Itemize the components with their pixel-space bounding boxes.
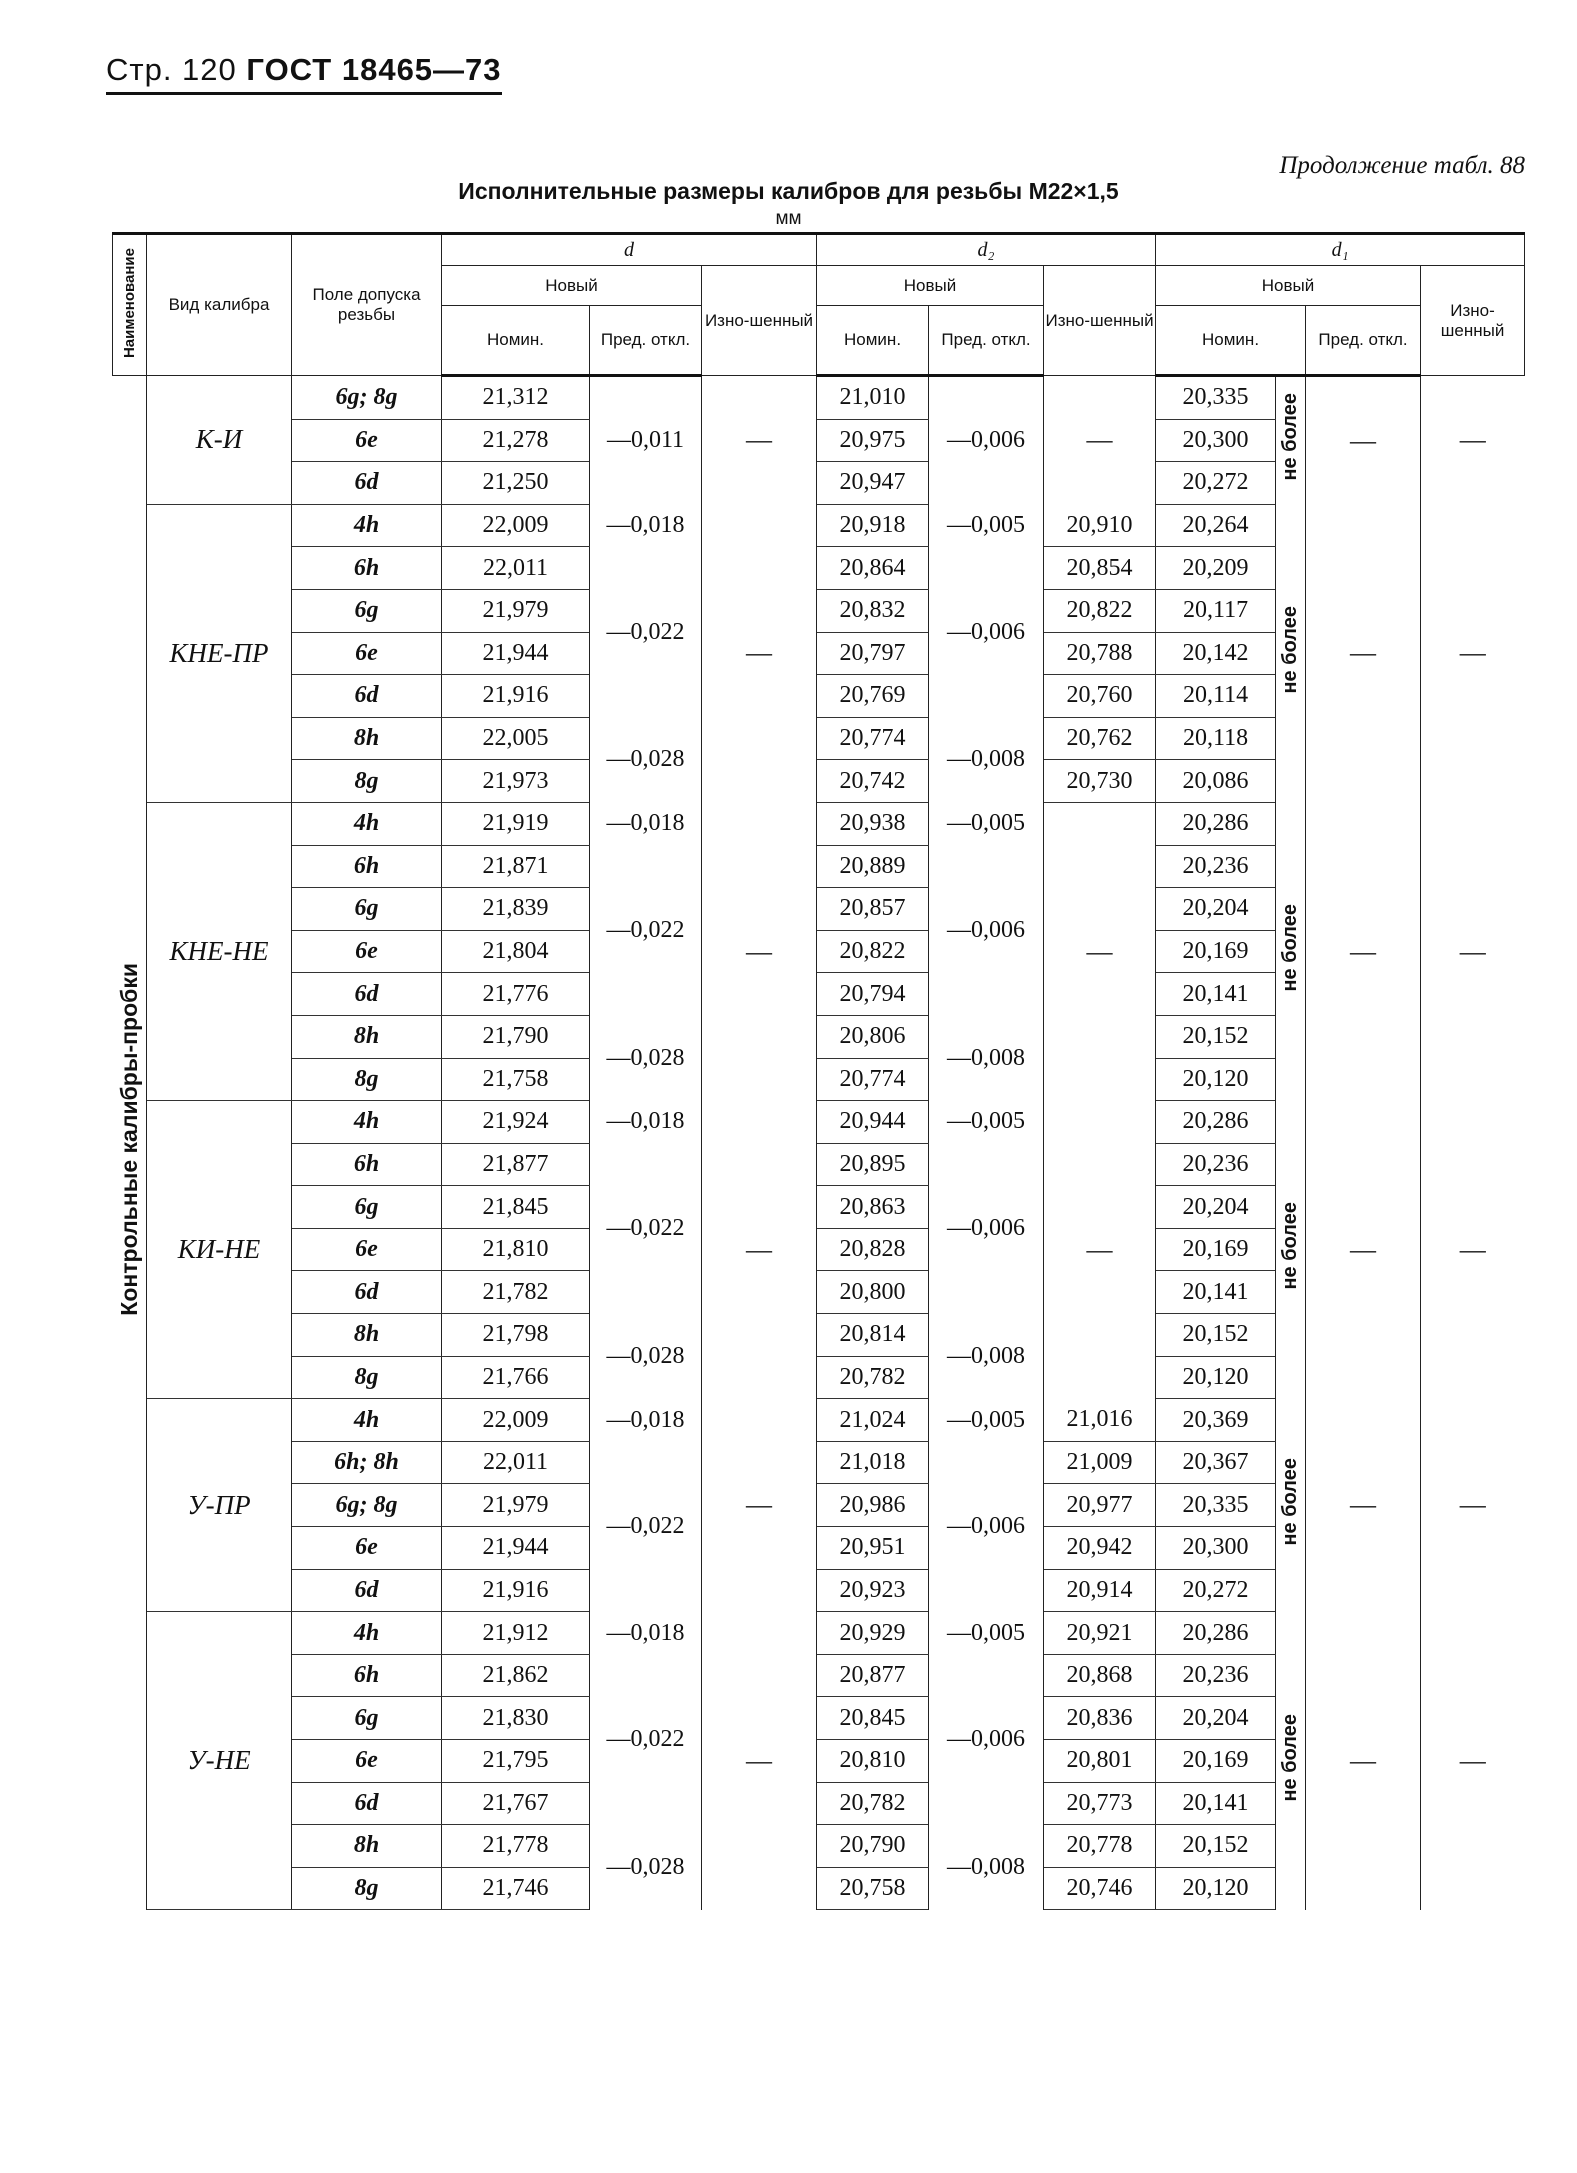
gauge-type: КНЕ-ПР [147, 504, 292, 802]
tolerance-field: 6e [292, 1740, 442, 1783]
tolerance-field: 6g [292, 888, 442, 931]
d1-nominal: 20,141 [1156, 1271, 1276, 1314]
d-nominal: 21,767 [442, 1782, 590, 1825]
d2-worn: 20,977 [1044, 1484, 1156, 1527]
d-nominal: 21,778 [442, 1825, 590, 1868]
d-nominal: 21,278 [442, 419, 590, 462]
d2-nominal: 20,828 [817, 1228, 929, 1271]
d1-nominal: 20,335 [1156, 376, 1276, 420]
d2-worn: 21,009 [1044, 1441, 1156, 1484]
d1-nominal: 20,286 [1156, 1101, 1276, 1144]
d2-deviation: —0,005 [929, 1612, 1044, 1655]
d2-nominal: 20,797 [817, 632, 929, 675]
d-deviation: —0,022 [590, 1654, 702, 1824]
d-deviation: —0,018 [590, 1399, 702, 1442]
d2-worn: 20,836 [1044, 1697, 1156, 1740]
d1-nominal: 20,120 [1156, 1058, 1276, 1101]
d-nominal: 22,009 [442, 1399, 590, 1442]
d-nominal: 22,011 [442, 1441, 590, 1484]
d-nominal: 21,979 [442, 589, 590, 632]
d-nominal: 21,790 [442, 1015, 590, 1058]
d-deviation: —0,018 [590, 1612, 702, 1655]
header-d2-worn: Изно-шенный [1044, 266, 1156, 376]
d2-worn: 20,730 [1044, 760, 1156, 803]
d1-nominal: 20,152 [1156, 1825, 1276, 1868]
gauge-type: У-ПР [147, 1399, 292, 1612]
d-deviation: —0,018 [590, 802, 702, 845]
d1-deviation: — [1306, 1612, 1421, 1910]
d-deviation: —0,028 [590, 1015, 702, 1100]
d1-nominal: 20,118 [1156, 717, 1276, 760]
header-tolerance-field: Поле допуска резьбы [292, 234, 442, 376]
d-nominal: 22,011 [442, 547, 590, 590]
d1-nominal: 20,169 [1156, 930, 1276, 973]
d-nominal: 21,810 [442, 1228, 590, 1271]
d2-worn: 20,942 [1044, 1527, 1156, 1570]
tolerance-field: 8h [292, 1015, 442, 1058]
d1-nominal: 20,286 [1156, 1612, 1276, 1655]
ne-bolee-label: не более [1279, 1202, 1302, 1290]
table-row [113, 376, 1525, 420]
d2-deviation: —0,008 [929, 1015, 1044, 1100]
d1-deviation: — [1306, 802, 1421, 1100]
header-d-nominal: Номин. [442, 306, 590, 376]
d1-nominal: 20,152 [1156, 1314, 1276, 1357]
tolerance-field: 6d [292, 462, 442, 505]
ne-bolee-cell [1276, 1612, 1306, 1910]
ne-bolee-label: не более [1279, 393, 1302, 481]
d1-nominal: 20,369 [1156, 1399, 1276, 1442]
d2-nominal: 20,790 [817, 1825, 929, 1868]
d1-nominal: 20,300 [1156, 419, 1276, 462]
tolerance-field: 6g; 8g [292, 1484, 442, 1527]
header-gauge-type: Вид калибра [147, 234, 292, 376]
d2-deviation: —0,006 [929, 376, 1044, 505]
header-d1-new: Новый [1156, 266, 1421, 306]
header-d2: d₂ [817, 234, 1156, 266]
tolerance-field: 6e [292, 930, 442, 973]
tolerance-field: 6g; 8g [292, 376, 442, 420]
d2-worn: — [1044, 376, 1156, 505]
d2-nominal: 20,889 [817, 845, 929, 888]
d-nominal: 21,973 [442, 760, 590, 803]
d1-worn: — [1421, 1612, 1525, 1910]
d2-nominal: 20,782 [817, 1356, 929, 1399]
header-d-new: Новый [442, 266, 702, 306]
tolerance-field: 6e [292, 1228, 442, 1271]
d1-nominal: 20,141 [1156, 1782, 1276, 1825]
ne-bolee-cell [1276, 1399, 1306, 1612]
d2-worn: 20,910 [1044, 504, 1156, 547]
tolerance-field: 6d [292, 973, 442, 1016]
d2-worn: 21,016 [1044, 1399, 1156, 1442]
d-nominal: 22,005 [442, 717, 590, 760]
d1-deviation: — [1306, 1101, 1421, 1399]
d-nominal: 21,250 [442, 462, 590, 505]
d1-nominal: 20,152 [1156, 1015, 1276, 1058]
d-nominal: 21,877 [442, 1143, 590, 1186]
d2-nominal: 20,944 [817, 1101, 929, 1144]
tolerance-field: 6e [292, 419, 442, 462]
tolerance-field: 6d [292, 675, 442, 718]
tolerance-field: 6e [292, 1527, 442, 1570]
tolerance-field: 8g [292, 760, 442, 803]
d2-nominal: 20,845 [817, 1697, 929, 1740]
d2-deviation: —0,006 [929, 845, 1044, 1015]
gauge-type: К-И [147, 376, 292, 505]
d1-deviation: — [1306, 376, 1421, 505]
tolerance-field: 8g [292, 1058, 442, 1101]
page-header [106, 52, 502, 95]
d1-nominal: 20,204 [1156, 1186, 1276, 1229]
d2-deviation: —0,006 [929, 1441, 1044, 1611]
d-nominal: 21,871 [442, 845, 590, 888]
d1-worn: — [1421, 504, 1525, 802]
table-row [113, 802, 1525, 845]
d-worn: — [702, 1612, 817, 1910]
d2-worn: 20,762 [1044, 717, 1156, 760]
d1-nominal: 20,204 [1156, 888, 1276, 931]
tolerance-field: 4h [292, 802, 442, 845]
standard-code: ГОСТ 18465—73 [246, 52, 502, 87]
d-nominal: 21,916 [442, 675, 590, 718]
tolerance-field: 6d [292, 1271, 442, 1314]
tolerance-field: 6g [292, 1697, 442, 1740]
d2-worn: 20,868 [1044, 1654, 1156, 1697]
tolerance-field: 8h [292, 717, 442, 760]
tolerance-field: 8h [292, 1314, 442, 1357]
d1-nominal: 20,204 [1156, 1697, 1276, 1740]
d2-worn: — [1044, 802, 1156, 1100]
d1-nominal: 20,120 [1156, 1867, 1276, 1910]
d-nominal: 21,919 [442, 802, 590, 845]
d2-deviation: —0,006 [929, 1143, 1044, 1313]
ne-bolee-label: не более [1279, 1457, 1302, 1546]
tolerance-field: 6h [292, 1143, 442, 1186]
d-deviation: —0,022 [590, 1143, 702, 1313]
side-label-cell [113, 376, 147, 1910]
d-deviation: —0,022 [590, 845, 702, 1015]
d2-deviation: —0,005 [929, 802, 1044, 845]
tolerance-field: 4h [292, 504, 442, 547]
d2-deviation: —0,008 [929, 717, 1044, 802]
d-worn: — [702, 802, 817, 1100]
d-worn: — [702, 1101, 817, 1399]
header-d: d [442, 234, 817, 266]
d2-worn: 20,921 [1044, 1612, 1156, 1655]
d1-nominal: 20,264 [1156, 504, 1276, 547]
tolerance-field: 8g [292, 1867, 442, 1910]
d2-nominal: 20,975 [817, 419, 929, 462]
d2-nominal: 20,895 [817, 1143, 929, 1186]
d2-deviation: —0,006 [929, 547, 1044, 717]
gauge-type: КНЕ-НЕ [147, 802, 292, 1100]
d2-nominal: 20,782 [817, 1782, 929, 1825]
d-nominal: 21,766 [442, 1356, 590, 1399]
tolerance-field: 6g [292, 589, 442, 632]
d1-deviation: — [1306, 1399, 1421, 1612]
d2-worn: 20,773 [1044, 1782, 1156, 1825]
d-nominal: 21,798 [442, 1314, 590, 1357]
ne-bolee-cell [1276, 504, 1306, 802]
d1-nominal: 20,236 [1156, 1143, 1276, 1186]
d-deviation: —0,018 [590, 504, 702, 547]
header-d2-nominal: Номин. [817, 306, 929, 376]
table-body [113, 376, 1525, 1910]
d-nominal: 21,795 [442, 1740, 590, 1783]
tolerance-field: 4h [292, 1399, 442, 1442]
tolerance-field: 6h [292, 1654, 442, 1697]
d1-nominal: 20,286 [1156, 802, 1276, 845]
tolerance-field: 6d [292, 1569, 442, 1612]
d2-worn: 20,778 [1044, 1825, 1156, 1868]
d2-nominal: 21,024 [817, 1399, 929, 1442]
d1-nominal: 20,335 [1156, 1484, 1276, 1527]
d-nominal: 22,009 [442, 504, 590, 547]
d2-deviation: —0,005 [929, 504, 1044, 547]
d2-worn: 20,822 [1044, 589, 1156, 632]
d-nominal: 21,312 [442, 376, 590, 420]
table-title: Исполнительные размеры калибров для резьбы М22×1,5 [458, 178, 1119, 204]
table-unit: мм [775, 208, 802, 229]
d2-nominal: 20,769 [817, 675, 929, 718]
d1-nominal: 20,169 [1156, 1228, 1276, 1271]
gauge-type: КИ-НЕ [147, 1101, 292, 1399]
d-nominal: 21,746 [442, 1867, 590, 1910]
d-nominal: 21,912 [442, 1612, 590, 1655]
d2-nominal: 20,857 [817, 888, 929, 931]
d1-nominal: 20,300 [1156, 1527, 1276, 1570]
gauge-type: У-НЕ [147, 1612, 292, 1910]
table-row [113, 1612, 1525, 1655]
d-worn: — [702, 1399, 817, 1612]
header-d-worn: Изно-шенный [702, 266, 817, 376]
d-nominal: 21,944 [442, 1527, 590, 1570]
gauge-dimensions-table [112, 232, 1525, 1910]
tolerance-field: 6e [292, 632, 442, 675]
d-deviation: —0,022 [590, 1441, 702, 1611]
d-nominal: 21,839 [442, 888, 590, 931]
d2-nominal: 20,938 [817, 802, 929, 845]
d1-nominal: 20,086 [1156, 760, 1276, 803]
d-nominal: 21,758 [442, 1058, 590, 1101]
d2-worn: 20,788 [1044, 632, 1156, 675]
d2-nominal: 20,832 [817, 589, 929, 632]
d2-nominal: 20,986 [817, 1484, 929, 1527]
header-d2-deviation: Пред. откл. [929, 306, 1044, 376]
d2-nominal: 20,810 [817, 1740, 929, 1783]
d2-worn: 20,914 [1044, 1569, 1156, 1612]
tolerance-field: 6g [292, 1186, 442, 1229]
d1-nominal: 20,142 [1156, 632, 1276, 675]
d1-worn: — [1421, 1101, 1525, 1399]
d2-nominal: 20,742 [817, 760, 929, 803]
side-label: Контрольные калибры-пробки [115, 963, 142, 1316]
d-nominal: 21,924 [442, 1101, 590, 1144]
ne-bolee-label: не более [1279, 904, 1302, 992]
d-worn: — [702, 504, 817, 802]
d1-nominal: 20,117 [1156, 589, 1276, 632]
header-name: Наименование [113, 234, 147, 376]
d2-worn: 20,746 [1044, 1867, 1156, 1910]
d2-worn: 20,801 [1044, 1740, 1156, 1783]
d1-worn: — [1421, 1399, 1525, 1612]
d2-deviation: —0,005 [929, 1101, 1044, 1144]
ne-bolee-label: не более [1279, 606, 1302, 694]
d1-nominal: 20,367 [1156, 1441, 1276, 1484]
d1-nominal: 20,141 [1156, 973, 1276, 1016]
ne-bolee-label: не более [1279, 1713, 1302, 1802]
d-deviation: —0,028 [590, 1825, 702, 1910]
d-worn: — [702, 376, 817, 505]
d1-worn: — [1421, 376, 1525, 505]
d1-nominal: 20,236 [1156, 845, 1276, 888]
d2-nominal: 20,774 [817, 1058, 929, 1101]
d1-nominal: 20,169 [1156, 1740, 1276, 1783]
d2-deviation: —0,008 [929, 1825, 1044, 1910]
d2-nominal: 20,923 [817, 1569, 929, 1612]
tolerance-field: 8h [292, 1825, 442, 1868]
d-nominal: 21,944 [442, 632, 590, 675]
d1-nominal: 20,272 [1156, 1569, 1276, 1612]
header-d1-nominal: Номин. [1156, 306, 1306, 376]
tolerance-field: 8g [292, 1356, 442, 1399]
d2-nominal: 20,774 [817, 717, 929, 760]
table-row [113, 1399, 1525, 1442]
d1-worn: — [1421, 802, 1525, 1100]
ne-bolee-cell [1276, 802, 1306, 1100]
header-d1-deviation: Пред. откл. [1306, 306, 1421, 376]
d1-nominal: 20,236 [1156, 1654, 1276, 1697]
d2-nominal: 20,863 [817, 1186, 929, 1229]
d-nominal: 21,804 [442, 930, 590, 973]
d2-worn: 20,854 [1044, 547, 1156, 590]
d-deviation: —0,028 [590, 1314, 702, 1399]
table-row [113, 1101, 1525, 1144]
ne-bolee-cell [1276, 1101, 1306, 1399]
tolerance-field: 6h; 8h [292, 1441, 442, 1484]
d-nominal: 21,862 [442, 1654, 590, 1697]
d-deviation: —0,018 [590, 1101, 702, 1144]
d2-nominal: 20,951 [817, 1527, 929, 1570]
d2-deviation: —0,008 [929, 1314, 1044, 1399]
d2-nominal: 20,806 [817, 1015, 929, 1058]
continuation-note: Продолжение табл. 88 [1279, 152, 1525, 179]
d-nominal: 21,782 [442, 1271, 590, 1314]
tolerance-field: 6d [292, 1782, 442, 1825]
tolerance-field: 4h [292, 1101, 442, 1144]
d-deviation: —0,022 [590, 547, 702, 717]
d2-nominal: 20,814 [817, 1314, 929, 1357]
d1-nominal: 20,272 [1156, 462, 1276, 505]
d2-nominal: 20,800 [817, 1271, 929, 1314]
tolerance-field: 4h [292, 1612, 442, 1655]
d2-nominal: 21,018 [817, 1441, 929, 1484]
ne-bolee-cell [1276, 376, 1306, 505]
d2-nominal: 20,822 [817, 930, 929, 973]
d-nominal: 21,916 [442, 1569, 590, 1612]
header-d2-new: Новый [817, 266, 1044, 306]
header-d1-worn: Изно-шенный [1421, 266, 1525, 376]
tolerance-field: 6h [292, 845, 442, 888]
d-deviation: —0,028 [590, 717, 702, 802]
page-number: Стр. 120 [106, 52, 237, 87]
d-nominal: 21,830 [442, 1697, 590, 1740]
d2-deviation: —0,006 [929, 1654, 1044, 1824]
d1-nominal: 20,209 [1156, 547, 1276, 590]
header-d1: d₁ [1156, 234, 1525, 266]
d-nominal: 21,979 [442, 1484, 590, 1527]
d-nominal: 21,776 [442, 973, 590, 1016]
d2-deviation: —0,005 [929, 1399, 1044, 1442]
d1-nominal: 20,120 [1156, 1356, 1276, 1399]
d2-nominal: 20,758 [817, 1867, 929, 1910]
d1-deviation: — [1306, 504, 1421, 802]
d2-nominal: 20,794 [817, 973, 929, 1016]
d1-nominal: 20,114 [1156, 675, 1276, 718]
table-row [113, 504, 1525, 547]
d2-nominal: 20,929 [817, 1612, 929, 1655]
d2-nominal: 20,864 [817, 547, 929, 590]
tolerance-field: 6h [292, 547, 442, 590]
d2-nominal: 20,877 [817, 1654, 929, 1697]
d2-nominal: 21,010 [817, 376, 929, 420]
d-deviation: —0,011 [590, 376, 702, 505]
d2-nominal: 20,947 [817, 462, 929, 505]
d2-worn: 20,760 [1044, 675, 1156, 718]
header-d-deviation: Пред. откл. [590, 306, 702, 376]
d-nominal: 21,845 [442, 1186, 590, 1229]
d2-worn: — [1044, 1101, 1156, 1399]
d2-nominal: 20,918 [817, 504, 929, 547]
